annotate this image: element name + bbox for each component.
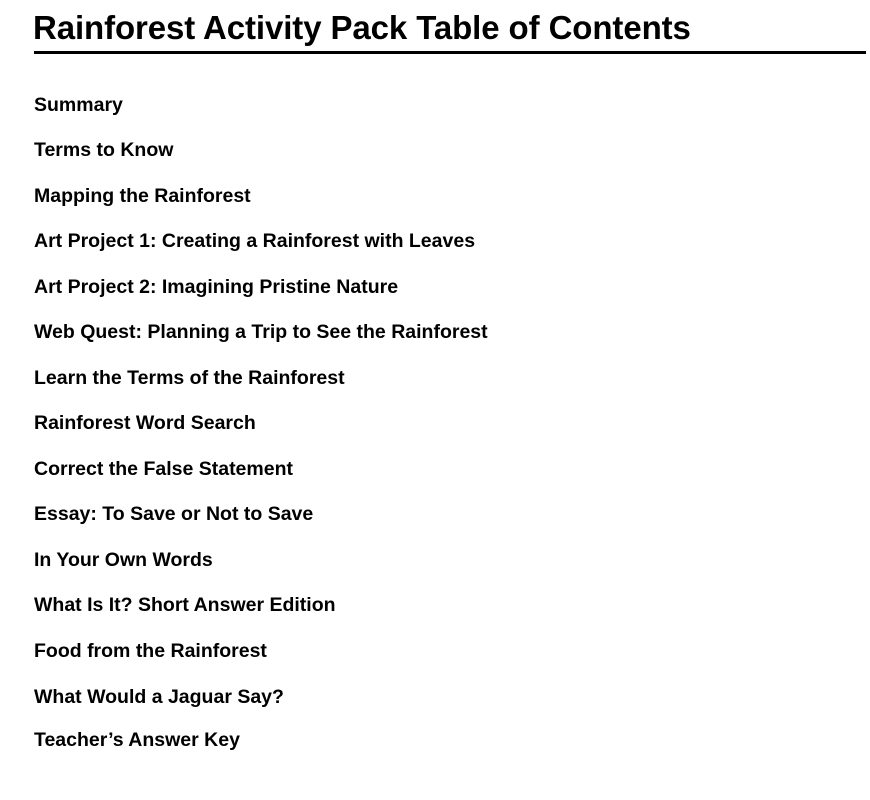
page-title: Rainforest Activity Pack Table of Contents	[33, 9, 691, 46]
toc-item-food-from-rainforest[interactable]: Food from the Rainforest	[34, 640, 267, 662]
toc-item-in-your-own-words[interactable]: In Your Own Words	[34, 549, 213, 571]
toc-item-correct-false-statement[interactable]: Correct the False Statement	[34, 458, 293, 480]
toc-item-answer-key[interactable]: Teacher’s Answer Key	[34, 729, 240, 751]
toc-item-terms-to-know[interactable]: Terms to Know	[34, 139, 174, 161]
toc-item-art-project-2[interactable]: Art Project 2: Imagining Pristine Nature	[34, 276, 399, 298]
toc-item-summary[interactable]: Summary	[34, 94, 123, 116]
toc-item-essay[interactable]: Essay: To Save or Not to Save	[34, 503, 314, 525]
toc-item-web-quest[interactable]: Web Quest: Planning a Trip to See the Rainforest	[34, 321, 488, 343]
toc-item-what-is-it[interactable]: What Is It? Short Answer Edition	[34, 594, 336, 616]
toc-item-mapping-the-rainforest[interactable]: Mapping the Rainforest	[34, 185, 251, 207]
title-divider	[34, 51, 866, 54]
toc-item-learn-the-terms[interactable]: Learn the Terms of the Rainforest	[34, 367, 345, 389]
toc-item-art-project-1[interactable]: Art Project 1: Creating a Rainforest with Leaves	[34, 230, 476, 252]
toc-item-jaguar[interactable]: What Would a Jaguar Say?	[34, 686, 284, 708]
toc-item-word-search[interactable]: Rainforest Word Search	[34, 412, 256, 434]
